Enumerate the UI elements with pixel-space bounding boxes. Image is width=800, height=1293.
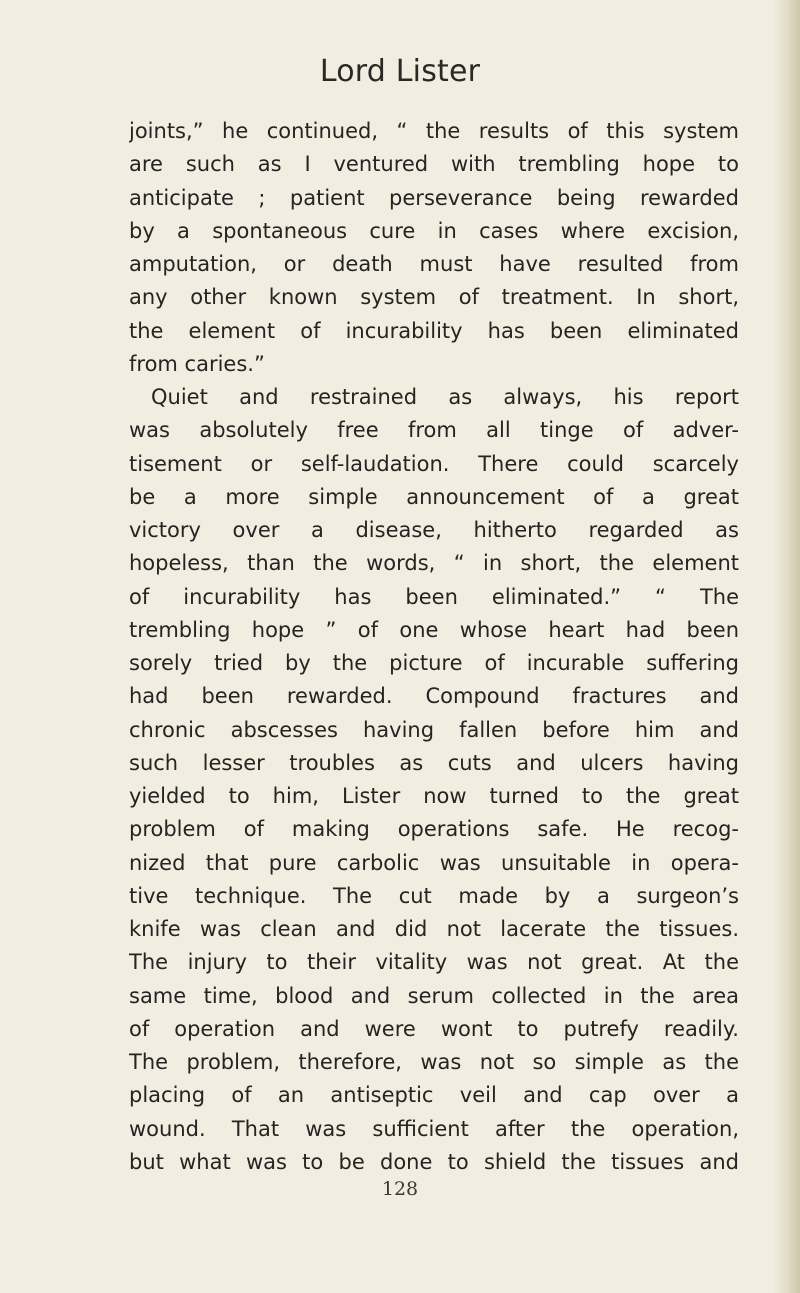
- text-line: any other known system of treatment. In short,: [129, 285, 739, 310]
- text-line: such lesser troubles as cuts and ulcers having: [129, 750, 739, 775]
- text-line: same time, blood and serum collected in the area: [129, 983, 739, 1008]
- text-line: The injury to their vitality was not great. At the: [129, 950, 739, 975]
- text-line: nized that pure carbolic was unsuitable in opera-: [129, 850, 739, 875]
- text-line: wound. That was sufficient after the operation,: [129, 1116, 739, 1141]
- text-line: yielded to him, Lister now turned to the great: [129, 784, 739, 808]
- text-line: amputation, or death must have resulted from: [129, 252, 739, 276]
- text-line: tive technique. The cut made by a surgeon’s: [129, 883, 739, 908]
- text-line: are such as I ventured with trembling hope to: [129, 152, 739, 177]
- text-line: from caries.”: [129, 351, 265, 376]
- text-line: tisement or self-laudation. There could scarcely: [129, 451, 739, 476]
- body-text: [129, 115, 739, 1179]
- page-edge-shading: [772, 0, 800, 1293]
- text-line: of operation and were wont to putrefy readily.: [129, 1016, 739, 1041]
- text-line: hopeless, than the words, “ in short, the element: [129, 551, 739, 576]
- text-line: was absolutely free from all tinge of adver-: [129, 418, 739, 443]
- text-line: by a spontaneous cure in cases where excision,: [129, 218, 739, 243]
- text-line: be a more simple announcement of a great: [129, 484, 739, 509]
- text-line: joints,” he continued, “ the results of this system: [129, 119, 739, 143]
- text-line: problem of making operations safe. He recog-: [129, 817, 739, 842]
- text-line: placing of an antiseptic veil and cap over a: [129, 1083, 739, 1108]
- text-line: had been rewarded. Compound fractures and: [129, 684, 739, 709]
- page-number: 128: [381, 1178, 419, 1200]
- text-line: the element of incurability has been eliminated: [129, 318, 739, 343]
- text-line: of incurability has been eliminated.” “ The: [129, 584, 739, 609]
- text-line: anticipate ; patient perseverance being rewarded: [129, 185, 739, 210]
- text-line: sorely tried by the picture of incurable suffering: [129, 651, 739, 675]
- text-line: chronic abscesses having fallen before him and: [129, 717, 739, 742]
- text-line: trembling hope ” of one whose heart had been: [129, 617, 739, 642]
- text-line: victory over a disease, hitherto regarded as: [129, 518, 739, 542]
- text-line: The problem, therefore, was not so simple as the: [129, 1050, 739, 1074]
- text-line: but what was to be done to shield the tissues and: [129, 1149, 739, 1174]
- text-line: Quiet and restrained as always, his report: [151, 385, 739, 409]
- running-head: Lord Lister: [319, 54, 481, 89]
- text-line: knife was clean and did not lacerate the tissues.: [129, 917, 739, 941]
